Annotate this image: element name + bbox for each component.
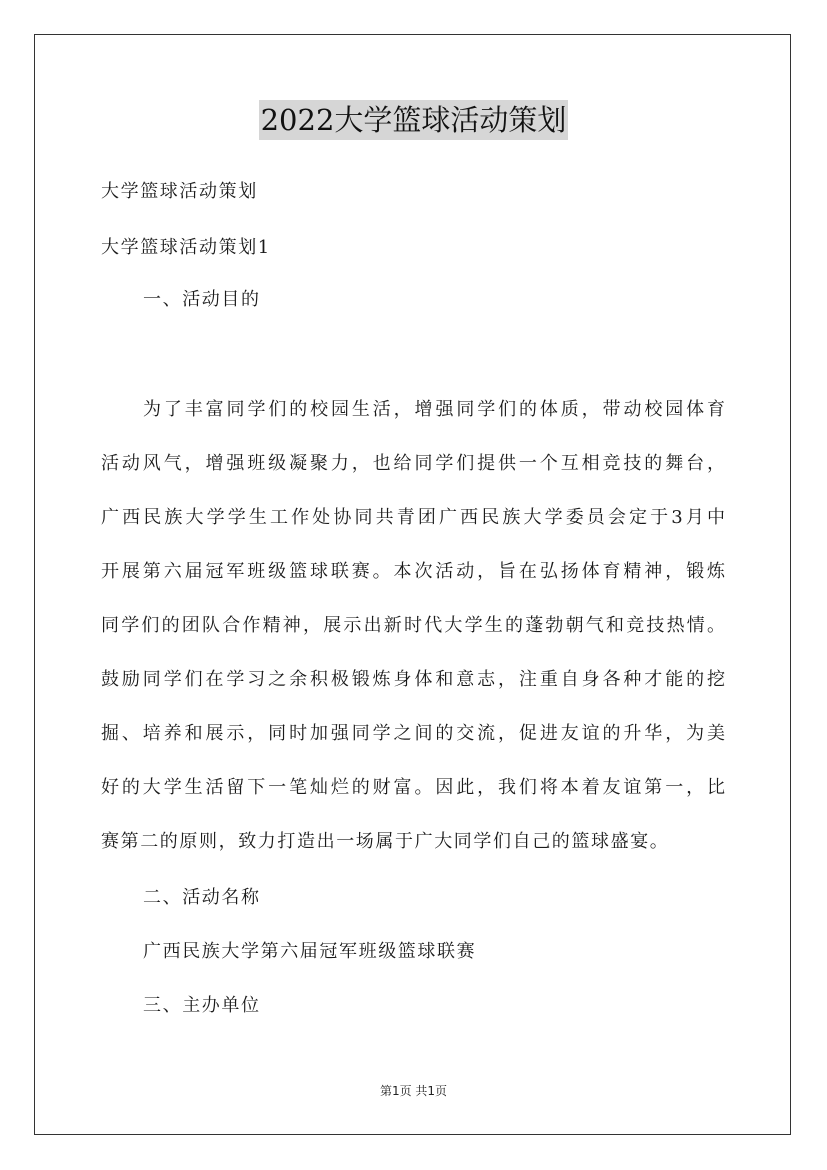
paragraph-line: 活动风气，增强班级凝聚力，也给同学们提供一个互相竞技的舞台，	[101, 453, 725, 474]
paragraph-line: 好的大学生活留下一笔灿烂的财富。因此，我们将本着友谊第一，比	[101, 777, 725, 798]
title-container	[0, 100, 827, 140]
paragraph-line: 赛第二的原则，致力打造出一场属于广大同学们自己的篮球盛宴。	[101, 831, 670, 852]
section-heading-organizer: 三、主办单位	[143, 995, 261, 1016]
document-subheading: 大学篮球活动策划1	[101, 237, 271, 258]
paragraph-line: 广西民族大学学生工作处协同共青团广西民族大学委员会定于3月中	[101, 507, 725, 528]
page-number-footer: 第1页 共1页	[379, 1084, 448, 1098]
paragraph-line: 鼓励同学们在学习之余积极锻炼身体和意志，注重自身各种才能的挖	[101, 669, 725, 690]
section-heading-name: 二、活动名称	[143, 887, 261, 908]
paragraph-line: 为了丰富同学们的校园生活，增强同学们的体质，带动校园体育	[143, 399, 725, 420]
section-heading-purpose: 一、活动目的	[143, 289, 261, 310]
document-heading: 大学篮球活动策划	[101, 181, 258, 202]
paragraph-line: 掘、培养和展示，同时加强同学之间的交流，促进友谊的升华，为美	[101, 723, 725, 744]
document-title: 2022大学篮球活动策划	[259, 100, 569, 140]
paragraph-line: 同学们的团队合作精神，展示出新时代大学生的蓬勃朝气和竞技热情。	[101, 615, 725, 636]
paragraph-line: 开展第六届冠军班级篮球联赛。本次活动，旨在弘扬体育精神，锻炼	[101, 561, 725, 582]
section-content-name: 广西民族大学第六届冠军班级篮球联赛	[143, 941, 477, 962]
